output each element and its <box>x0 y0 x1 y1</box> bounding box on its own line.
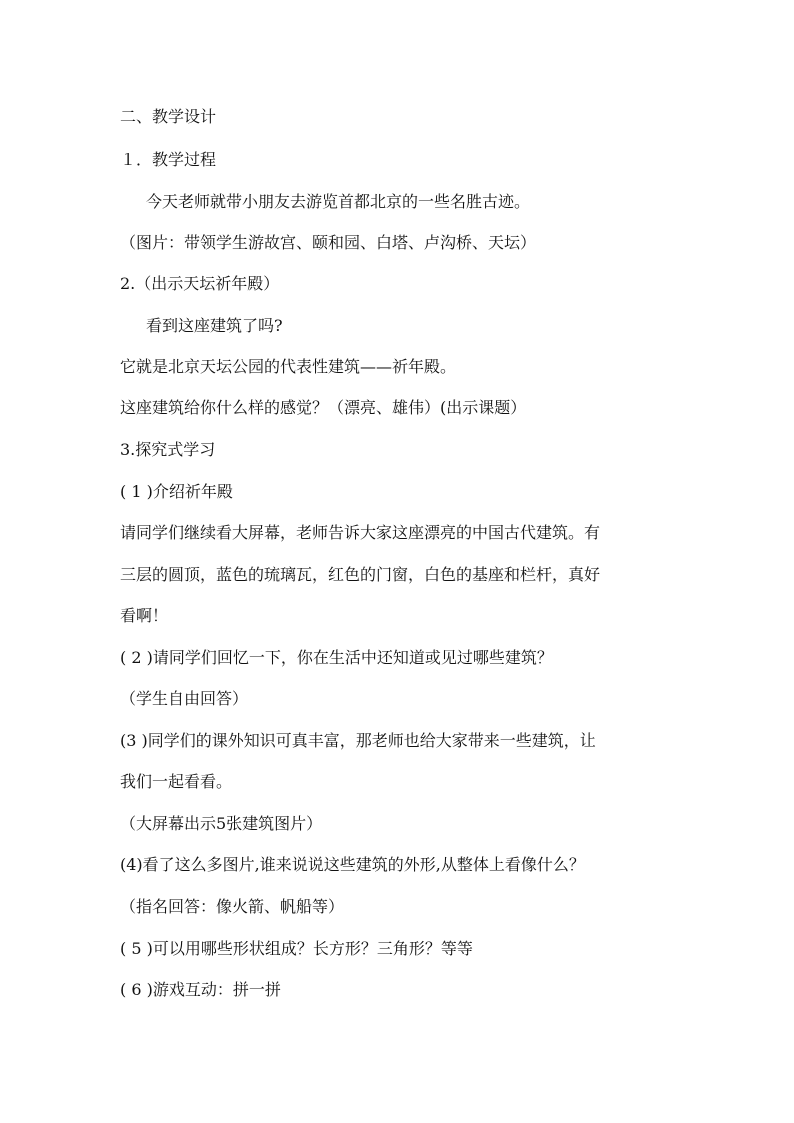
paragraph: 这座建筑给你什么样的感觉？（漂亮、雄伟）(出示课题） <box>120 398 527 417</box>
paragraph: ( 6 )游戏互动：拼一拼 <box>120 980 281 999</box>
paragraph: (4)看了这么多图片,谁来说说这些建筑的外形,从整体上看像什么？ <box>120 855 585 874</box>
subheading: １．教学过程 <box>120 150 217 169</box>
section-heading: 二、教学设计 <box>120 107 217 126</box>
paragraph: （图片：带领学生游故宫、颐和园、白塔、卢沟桥、天坛） <box>120 233 537 252</box>
paragraph: 今天老师就带小朋友去游览首都北京的一些名胜古迹。 <box>146 192 531 211</box>
paragraph: 3.探究式学习 <box>120 440 216 459</box>
paragraph: （指名回答：像火箭、帆船等） <box>120 897 345 916</box>
paragraph-line: 看啊！ <box>120 606 169 625</box>
paragraph-line: (3 )同学们的课外知识可真丰富，那老师也给大家带来一些建筑，让 <box>120 731 596 750</box>
paragraph: ( 2 )请同学们回忆一下，你在生活中还知道或见过哪些建筑？ <box>120 648 553 667</box>
paragraph: 看到这座建筑了吗? <box>146 316 283 335</box>
paragraph-line: 我们一起看看。 <box>120 772 233 791</box>
paragraph-line: 三层的圆顶，蓝色的琉璃瓦，红色的门窗，白色的基座和栏杆，真好 <box>120 565 601 584</box>
paragraph: ( 1 )介绍祈年殿 <box>120 482 233 501</box>
paragraph: （学生自由回答） <box>120 689 249 708</box>
paragraph: （大屏幕出示5张建筑图片） <box>120 814 323 833</box>
paragraph-line: 请同学们继续看大屏幕，老师告诉大家这座漂亮的中国古代建筑。有 <box>120 523 601 542</box>
paragraph: 它就是北京天坛公园的代表性建筑——祈年殿。 <box>120 357 457 376</box>
paragraph: ( 5 )可以用哪些形状组成？长方形？三角形？等等 <box>120 939 473 958</box>
paragraph: 2.（出示天坛祈年殿） <box>120 274 280 293</box>
